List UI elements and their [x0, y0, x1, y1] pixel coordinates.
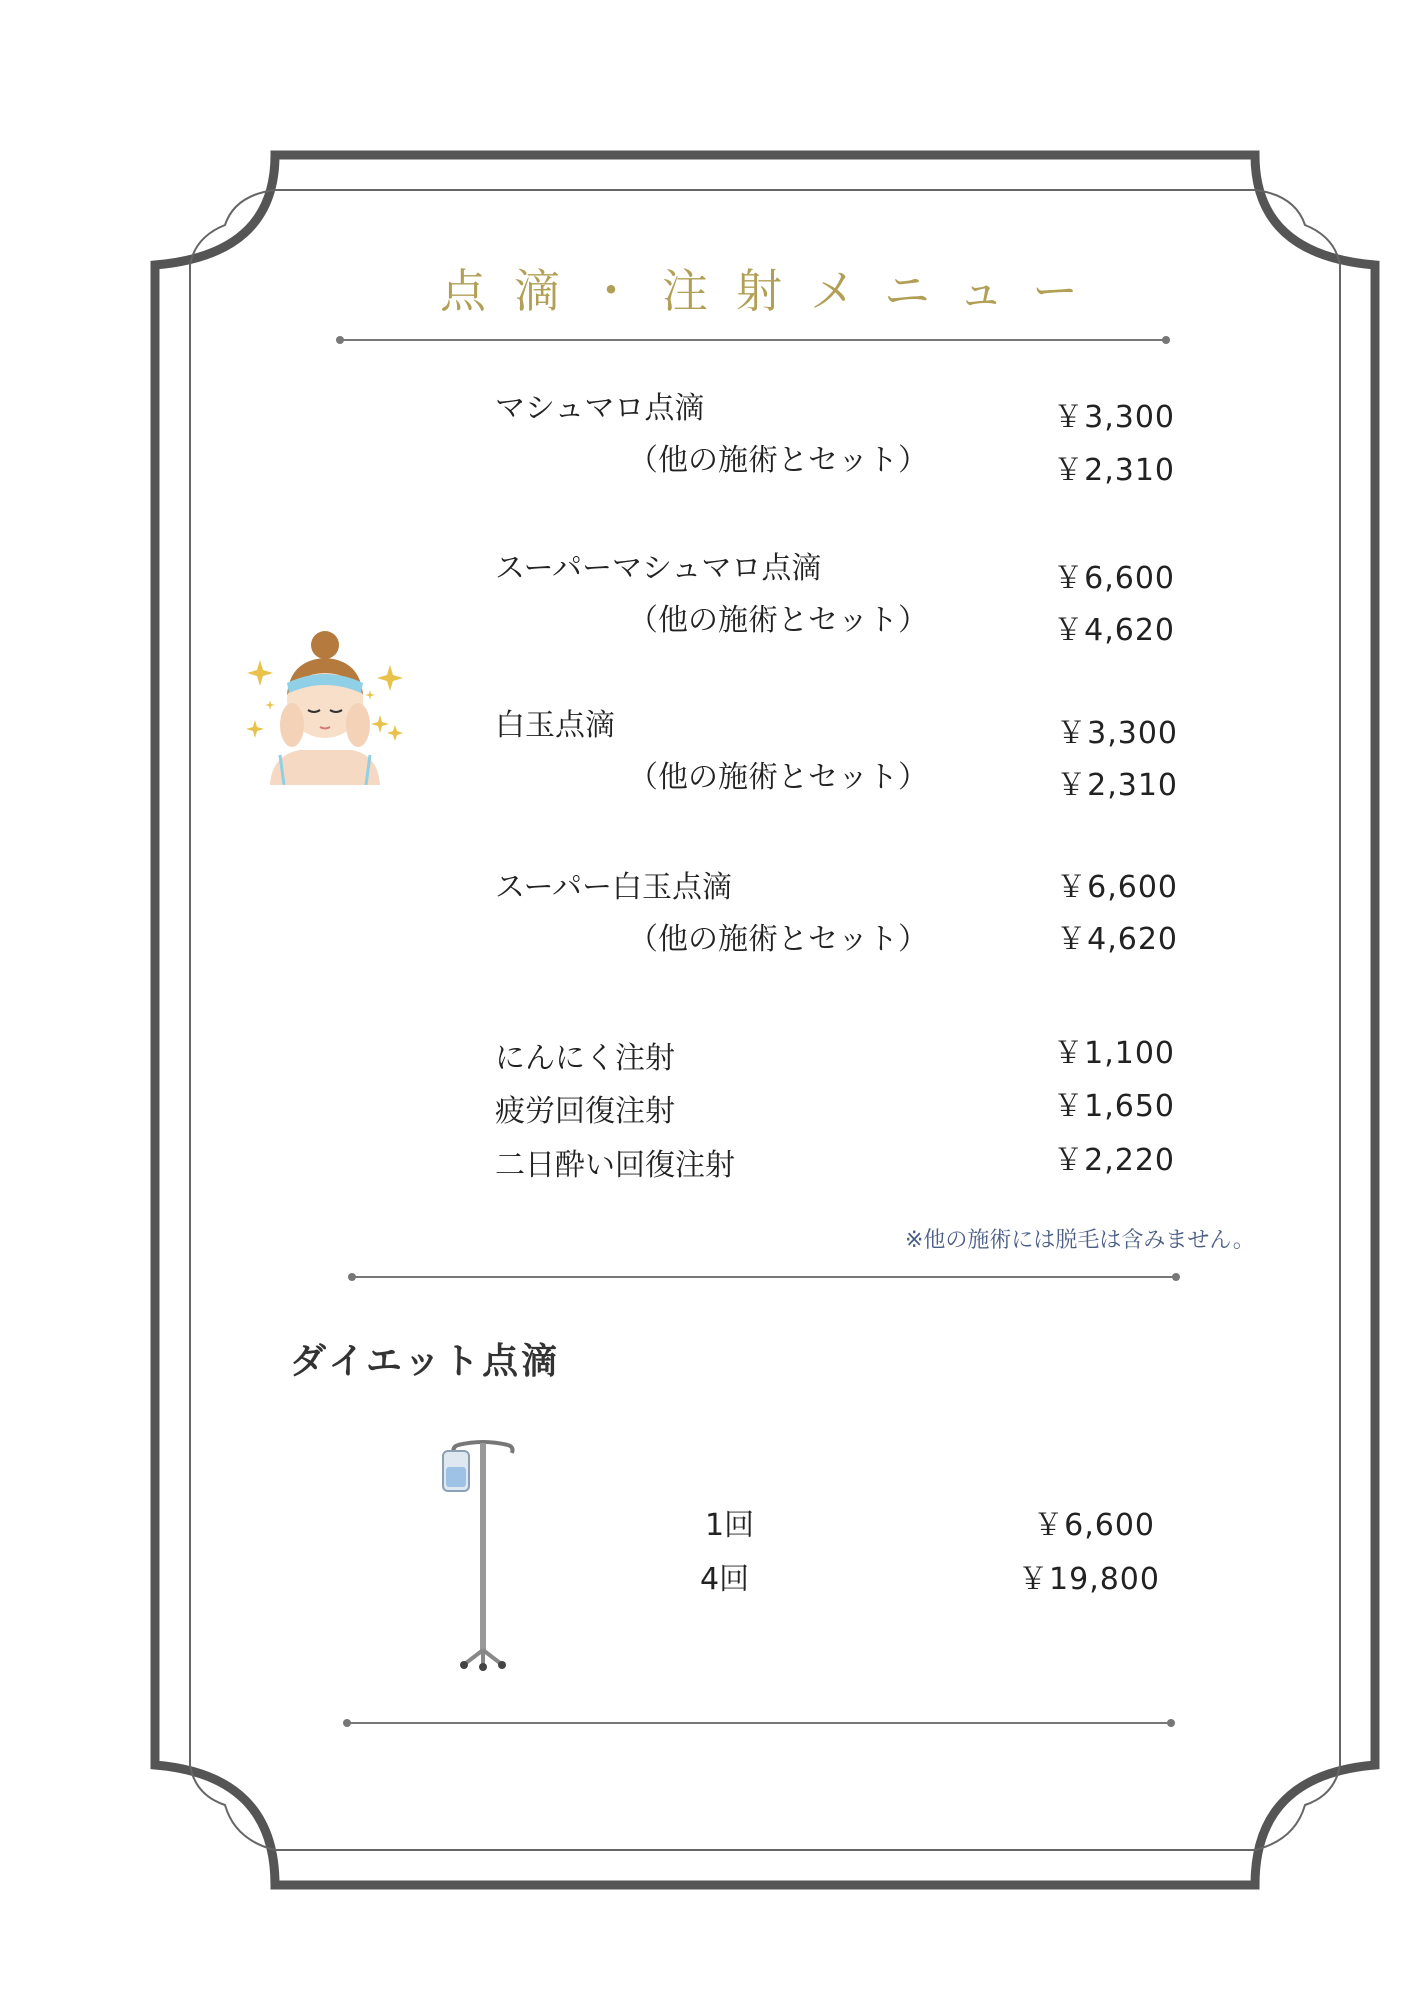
injection-price: ￥1,650: [1053, 1089, 1175, 1124]
page-title: 点滴・注射メニュー: [440, 264, 1106, 318]
woman-skincare-icon: [240, 625, 410, 785]
title-divider: [340, 339, 1166, 341]
menu-item-price: ￥3,300: [1056, 716, 1178, 751]
diet-price: ￥19,800: [1018, 1562, 1160, 1597]
menu-item-set-label: （他の施術とセット）: [628, 922, 928, 957]
menu-item-set-price: ￥4,620: [1056, 922, 1178, 957]
injection-name: 疲労回復注射: [495, 1094, 675, 1129]
section-title: ダイエット点滴: [290, 1341, 561, 1382]
menu-item-name: マシュマロ点滴: [495, 391, 705, 426]
bottom-divider: [347, 1722, 1171, 1724]
diet-count: 4回: [700, 1562, 750, 1597]
injection-price: ￥1,100: [1053, 1036, 1175, 1071]
injection-name: 二日酔い回復注射: [495, 1148, 735, 1183]
footnote: ※他の施術には脱毛は含みません。: [905, 1228, 1255, 1253]
menu-item-set-label: （他の施術とセット）: [628, 603, 928, 638]
iv-drip-stand-icon: [438, 1435, 528, 1675]
section-divider: [352, 1276, 1176, 1278]
menu-item-set-price: ￥2,310: [1053, 453, 1175, 488]
menu-item-name: スーパー白玉点滴: [495, 870, 732, 905]
menu-item-price: ￥6,600: [1056, 870, 1178, 905]
menu-item-price: ￥6,600: [1053, 561, 1175, 596]
menu-item-set-price: ￥2,310: [1056, 768, 1178, 803]
diet-count: 1回: [705, 1508, 755, 1543]
menu-item-name: スーパーマシュマロ点滴: [495, 551, 822, 586]
menu-item-set-label: （他の施術とセット）: [628, 760, 928, 795]
menu-item-set-price: ￥4,620: [1053, 613, 1175, 648]
injection-name: にんにく注射: [495, 1041, 675, 1076]
diet-price: ￥6,600: [1033, 1508, 1155, 1543]
injection-price: ￥2,220: [1053, 1143, 1175, 1178]
menu-item-name: 白玉点滴: [495, 708, 615, 743]
menu-item-set-label: （他の施術とセット）: [628, 443, 928, 478]
menu-item-price: ￥3,300: [1053, 400, 1175, 435]
